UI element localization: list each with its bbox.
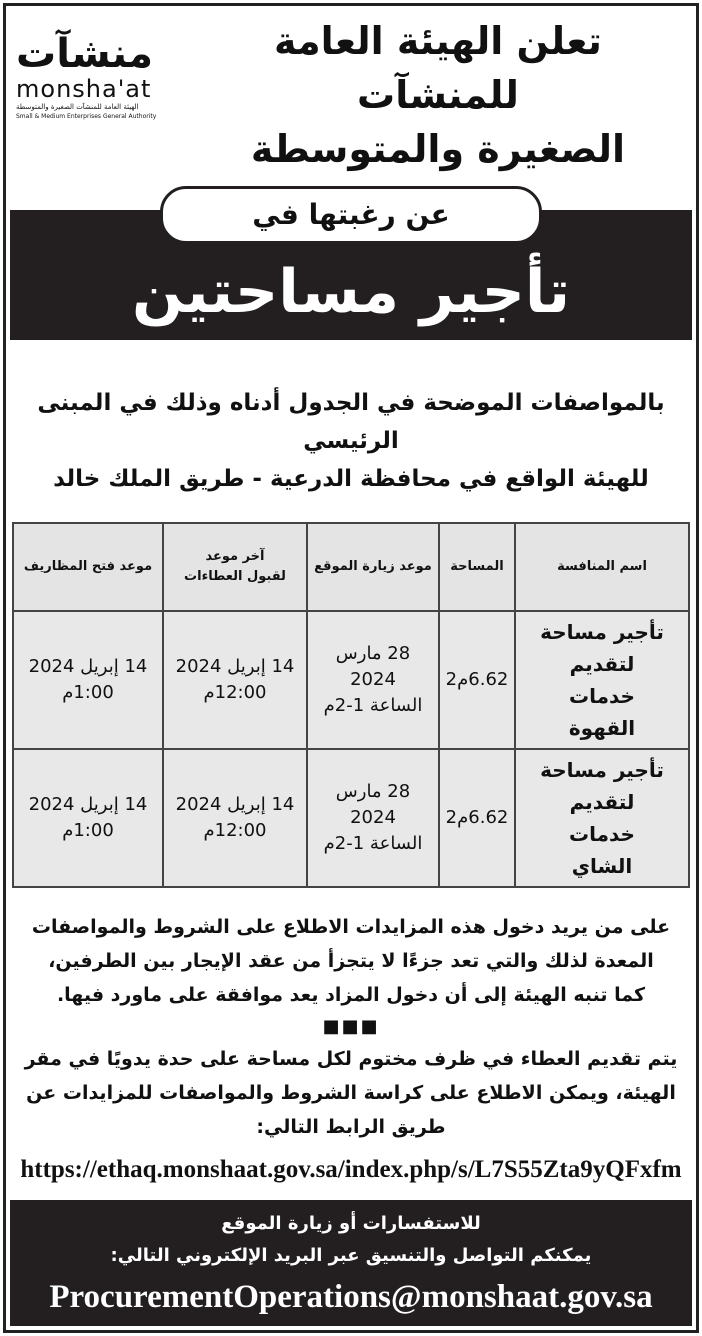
logo-subtitle-ar: الهيئة العامة للمنشآت الصغيرة والمتوسطة — [16, 103, 139, 111]
notice1-line-1: على من يريد دخول هذه المزايدات الاطلاع على الشروط والمواصفات — [31, 916, 671, 938]
headline: تأجير مساحتين — [132, 257, 570, 327]
table-header-row — [13, 523, 689, 611]
intro-line-2: للهيئة الواقع في محافظة الدرعية - طريق الملك خالد — [53, 466, 649, 492]
title-line-2: الصغيرة والمتوسطة — [250, 127, 626, 171]
title-line-1: تعلن الهيئة العامة للمنشآت — [274, 19, 602, 117]
ad-frame — [3, 3, 699, 1333]
opening-cell — [13, 611, 163, 749]
tender-name: تأجير مساحة لتقديم خدمات الشاي — [515, 749, 689, 887]
notice1-line-2: المعدة لذلك والتي تعد جزءًا لا يتجزأ من عقد الإيجار بين الطرفين، — [48, 950, 654, 972]
submission-notice — [10, 1042, 692, 1144]
announcement-title — [190, 14, 692, 176]
notice2-line-1: يتم تقديم العطاء في ظرف مختوم لكل مساحة على حدة يدويًا في مقر — [24, 1048, 678, 1070]
footer-line-2: يمكنكم التواصل والتنسيق عبر البريد الإلكتروني التالي: — [110, 1245, 592, 1266]
logo-arabic: منشآت — [16, 31, 154, 77]
header-visit: موعد زيارة الموقع — [307, 523, 439, 611]
table-row — [13, 749, 689, 887]
footer-line-1: للاستفسارات أو زيارة الموقع — [221, 1213, 481, 1234]
deadline-cell — [163, 611, 307, 749]
contact-email[interactable]: ProcurementOperations@monshaat.gov.sa — [49, 1279, 653, 1315]
intro-text — [10, 384, 692, 498]
contact-footer — [10, 1200, 692, 1326]
area: 6.62م2 — [439, 749, 515, 887]
logo-subtitle-en: Small & Medium Enterprises General Authority — [16, 113, 157, 120]
tender-name: تأجير مساحة لتقديم خدمات القهوة — [515, 611, 689, 749]
separator: ■■■ — [322, 1016, 380, 1037]
area: 6.62م2 — [439, 611, 515, 749]
tender-link[interactable]: https://ethaq.monshaat.gov.sa/index.php/s/L7S55Zta9yQFxfm — [20, 1156, 682, 1183]
visit-date: 28 مارس 2024 — [335, 781, 411, 828]
table-row — [13, 611, 689, 749]
logo-english: monsha'at — [16, 75, 152, 103]
visit-date: 28 مارس 2024 — [335, 643, 411, 690]
deadline-time: 12:00م — [203, 820, 267, 841]
header-deadline: آخر موعد لقبول العطاءات — [163, 523, 307, 611]
header-tender-name: اسم المنافسة — [515, 523, 689, 611]
header-opening: موعد فتح المظاريف — [13, 523, 163, 611]
visit-cell — [307, 611, 439, 749]
intro-line-1: بالمواصفات الموضحة في الجدول أدناه وذلك في المبنى الرئيسي — [37, 390, 665, 454]
intent-pill: عن رغبتها في — [160, 186, 542, 244]
ad-header — [10, 6, 692, 176]
monshaat-logo — [10, 14, 190, 121]
deadline-date: 14 إبريل 2024 — [175, 794, 295, 815]
opening-date: 14 إبريل 2024 — [28, 794, 148, 815]
headline-band — [10, 198, 692, 340]
visit-time: الساعة 1-2م — [323, 695, 423, 716]
tender-table — [12, 522, 690, 888]
notice2-line-3: طريق الرابط التالي: — [256, 1116, 446, 1138]
visit-cell — [307, 749, 439, 887]
notice1-line-3: كما تنبه الهيئة إلى أن دخول المزاد يعد موافقة على ماورد فيها. — [56, 984, 646, 1006]
deadline-date: 14 إبريل 2024 — [175, 656, 295, 677]
visit-time: الساعة 1-2م — [323, 833, 423, 854]
opening-time: 1:00م — [62, 820, 114, 841]
deadline-cell — [163, 749, 307, 887]
notice2-line-2: الهيئة، ويمكن الاطلاع على كراسة الشروط والمواصفات للمزايدات عن — [26, 1082, 676, 1104]
deadline-time: 12:00م — [203, 682, 267, 703]
header-area: المساحة — [439, 523, 515, 611]
terms-notice — [10, 910, 692, 1012]
opening-time: 1:00م — [62, 682, 114, 703]
opening-cell — [13, 749, 163, 887]
opening-date: 14 إبريل 2024 — [28, 656, 148, 677]
